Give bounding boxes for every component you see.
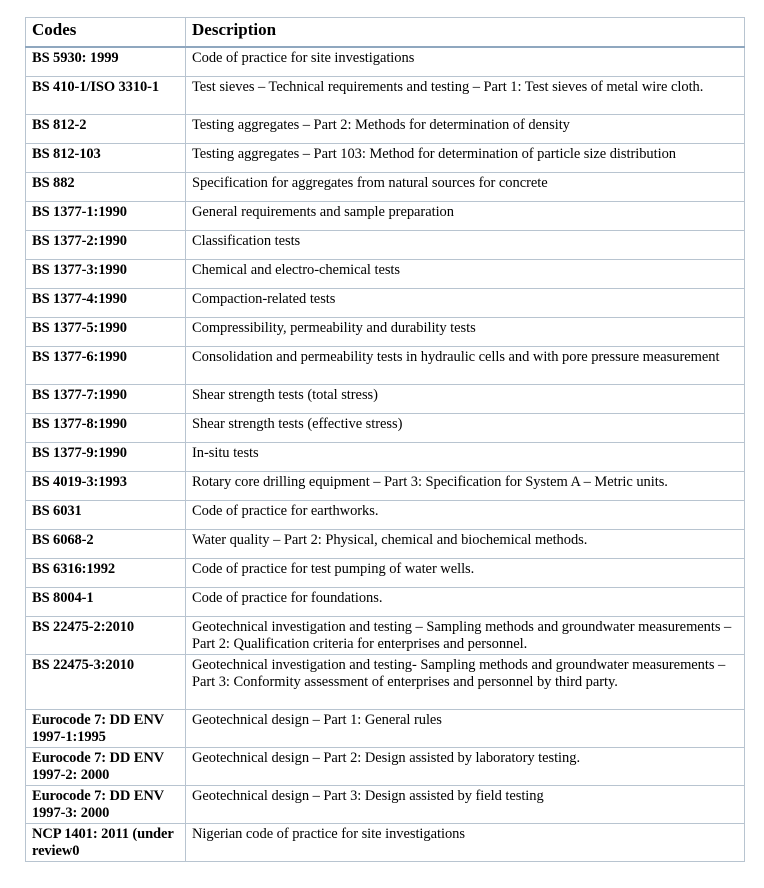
code-cell: BS 410-1/ISO 3310-1 xyxy=(26,77,186,115)
description-cell: Rotary core drilling equipment – Part 3: Specification for System A – Metric units. xyxy=(186,472,745,501)
description-cell: In-situ tests xyxy=(186,443,745,472)
description-cell: Nigerian code of practice for site investigations xyxy=(186,824,745,862)
code-cell: BS 1377-4:1990 xyxy=(26,289,186,318)
description-cell: Compaction-related tests xyxy=(186,289,745,318)
description-cell: Geotechnical investigation and testing – Sampling methods and groundwater measurements – Part 2: Qualification criteria for enterprises and personnel. xyxy=(186,617,745,655)
description-cell: Code of practice for test pumping of water wells. xyxy=(186,559,745,588)
code-cell: BS 22475-3:2010 xyxy=(26,655,186,710)
table-row xyxy=(26,385,745,414)
description-cell: Geotechnical design – Part 1: General rules xyxy=(186,710,745,748)
table-row xyxy=(26,655,745,710)
table-row xyxy=(26,77,745,115)
table-row xyxy=(26,472,745,501)
code-cell: BS 22475-2:2010 xyxy=(26,617,186,655)
table-row xyxy=(26,231,745,260)
table-row xyxy=(26,260,745,289)
code-cell: Eurocode 7: DD ENV 1997-3: 2000 xyxy=(26,786,186,824)
code-cell: Eurocode 7: DD ENV 1997-2: 2000 xyxy=(26,748,186,786)
description-cell: Testing aggregates – Part 2: Methods for determination of density xyxy=(186,115,745,144)
codes-table-container xyxy=(25,17,744,862)
code-cell: BS 812-2 xyxy=(26,115,186,144)
description-cell: Geotechnical design – Part 3: Design assisted by field testing xyxy=(186,786,745,824)
table-row xyxy=(26,47,745,77)
description-cell: Geotechnical design – Part 2: Design assisted by laboratory testing. xyxy=(186,748,745,786)
table-row xyxy=(26,144,745,173)
table-row xyxy=(26,824,745,862)
table-header-row xyxy=(26,18,745,48)
code-cell: BS 1377-2:1990 xyxy=(26,231,186,260)
table-row xyxy=(26,710,745,748)
code-cell: BS 882 xyxy=(26,173,186,202)
table-row xyxy=(26,173,745,202)
code-cell: BS 1377-6:1990 xyxy=(26,347,186,385)
code-cell: BS 812-103 xyxy=(26,144,186,173)
code-cell: BS 6316:1992 xyxy=(26,559,186,588)
table-row xyxy=(26,501,745,530)
code-cell: BS 1377-1:1990 xyxy=(26,202,186,231)
header-description: Description xyxy=(186,18,745,48)
description-cell: Geotechnical investigation and testing- Sampling methods and groundwater measurements – Part 3: Conformity assessment of enterprises and personnel by third party. xyxy=(186,655,745,710)
code-cell: BS 1377-7:1990 xyxy=(26,385,186,414)
code-cell: BS 1377-3:1990 xyxy=(26,260,186,289)
table-row xyxy=(26,559,745,588)
code-cell: NCP 1401: 2011 (under review0 xyxy=(26,824,186,862)
description-cell: Classification tests xyxy=(186,231,745,260)
table-row xyxy=(26,318,745,347)
table-row xyxy=(26,289,745,318)
table-row xyxy=(26,115,745,144)
code-cell: Eurocode 7: DD ENV 1997-1:1995 xyxy=(26,710,186,748)
description-cell: Code of practice for earthworks. xyxy=(186,501,745,530)
codes-table xyxy=(25,17,745,862)
code-cell: BS 4019-3:1993 xyxy=(26,472,186,501)
description-cell: Code of practice for foundations. xyxy=(186,588,745,617)
code-cell: BS 6068-2 xyxy=(26,530,186,559)
description-cell: Code of practice for site investigations xyxy=(186,47,745,77)
description-cell: Test sieves – Technical requirements and testing – Part 1: Test sieves of metal wire cloth. xyxy=(186,77,745,115)
description-cell: Specification for aggregates from natural sources for concrete xyxy=(186,173,745,202)
code-cell: BS 6031 xyxy=(26,501,186,530)
table-row xyxy=(26,748,745,786)
header-codes: Codes xyxy=(26,18,186,48)
description-cell: Consolidation and permeability tests in hydraulic cells and with pore pressure measurement xyxy=(186,347,745,385)
table-row xyxy=(26,414,745,443)
description-cell: General requirements and sample preparation xyxy=(186,202,745,231)
table-row xyxy=(26,443,745,472)
table-row xyxy=(26,530,745,559)
code-cell: BS 1377-8:1990 xyxy=(26,414,186,443)
code-cell: BS 5930: 1999 xyxy=(26,47,186,77)
table-row xyxy=(26,588,745,617)
description-cell: Testing aggregates – Part 103: Method for determination of particle size distribution xyxy=(186,144,745,173)
code-cell: BS 1377-5:1990 xyxy=(26,318,186,347)
description-cell: Compressibility, permeability and durability tests xyxy=(186,318,745,347)
table-row xyxy=(26,786,745,824)
table-row xyxy=(26,617,745,655)
description-cell: Chemical and electro-chemical tests xyxy=(186,260,745,289)
table-row xyxy=(26,202,745,231)
description-cell: Shear strength tests (effective stress) xyxy=(186,414,745,443)
table-row xyxy=(26,347,745,385)
code-cell: BS 8004-1 xyxy=(26,588,186,617)
code-cell: BS 1377-9:1990 xyxy=(26,443,186,472)
description-cell: Water quality – Part 2: Physical, chemical and biochemical methods. xyxy=(186,530,745,559)
description-cell: Shear strength tests (total stress) xyxy=(186,385,745,414)
